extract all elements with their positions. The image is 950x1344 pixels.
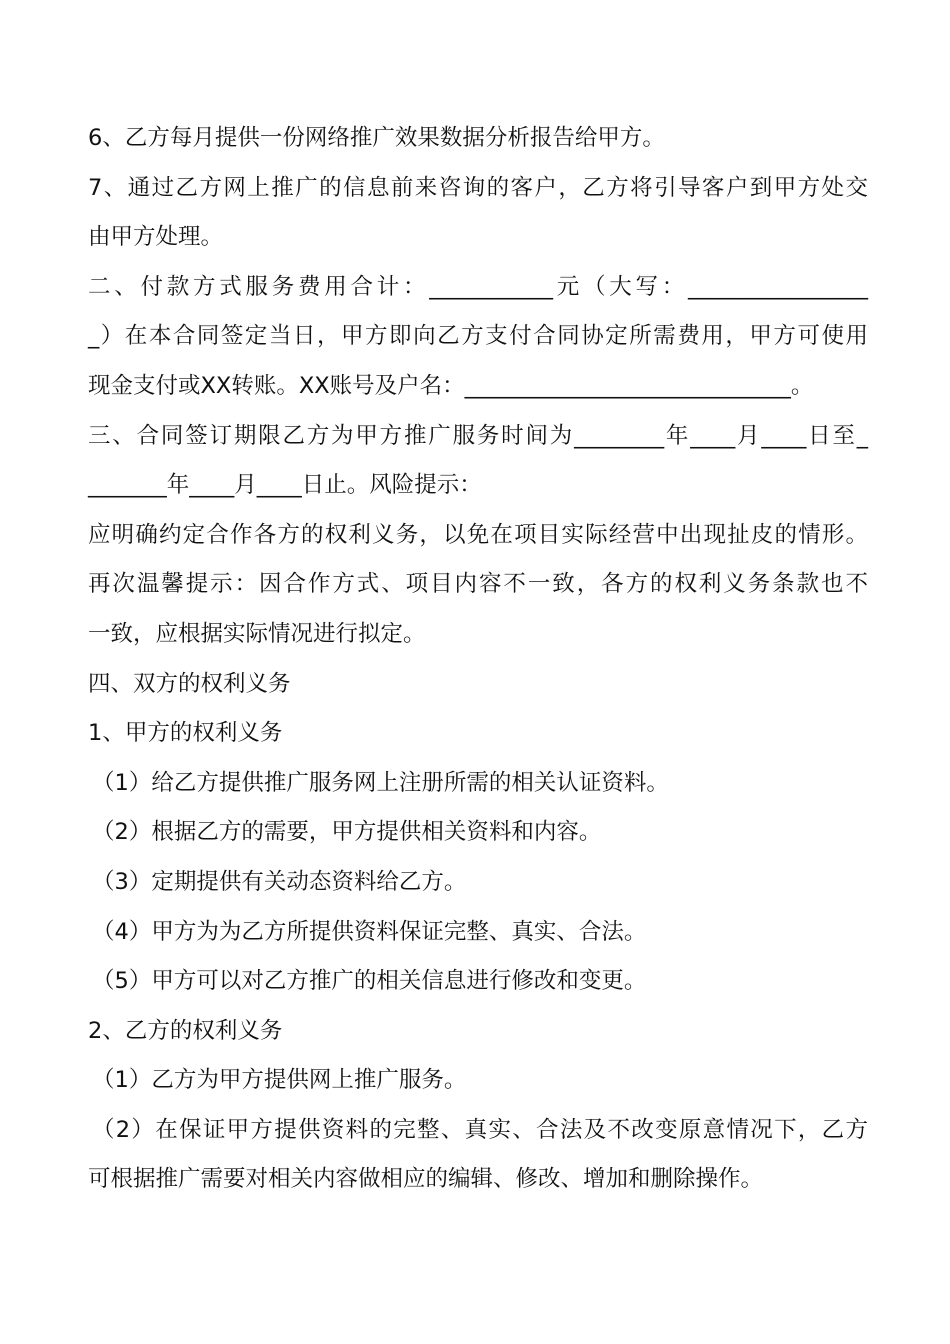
party-a-item-3: （3）定期提供有关动态资料给乙方。 (92, 868, 467, 895)
payment-account-line: 现金支付或XX转账。XX账号及户名：_____________________________。 (88, 372, 814, 399)
term-section-heading: 三、合同签订期限乙方为甲方推广服务时间为________年____月____日至_ (88, 422, 868, 449)
reminder-text: 再次温馨提示：因合作方式、项目内容不一致，各方的权利义务条款也不 (88, 571, 868, 598)
party-b-item-2-continued: 可根据推广需要对相关内容做相应的编辑、修改、增加和删除操作。 (88, 1166, 764, 1193)
party-a-rights-heading: 1、甲方的权利义务 (88, 720, 283, 747)
payment-terms: _）在本合同签定当日，甲方即向乙方支付合同协定所需费用，甲方可使用 (88, 323, 868, 350)
term-end-and-risk-note: _______年____月____日止。风险提示： (88, 472, 482, 499)
rights-section-heading: 四、双方的权利义务 (88, 670, 291, 697)
clause-item-6: 6、乙方每月提供一份网络推广效果数据分析报告给甲方。 (88, 125, 665, 151)
party-b-rights-heading: 2、乙方的权利义务 (88, 1017, 283, 1044)
party-b-item-1: （1）乙方为甲方提供网上推广服务。 (92, 1067, 467, 1094)
party-a-item-4: （4）甲方为为乙方所提供资料保证完整、真实、合法。 (92, 918, 647, 945)
clause-item-7: 7、通过乙方网上推广的信息前来咨询的客户，乙方将引导客户到甲方处交 (88, 174, 868, 201)
payment-section-heading: 二、付款方式服务费用合计：___________元（大写：________________ (88, 273, 868, 300)
party-a-item-1: （1）给乙方提供推广服务网上注册所需的相关认证资料。 (92, 769, 669, 796)
reminder-text-continued: 一致，应根据实际情况进行拟定。 (88, 620, 426, 647)
party-a-item-5: （5）甲方可以对乙方推广的相关信息进行修改和变更。 (92, 968, 647, 995)
risk-note-text: 应明确约定合作各方的权利义务，以免在项目实际经营中出现扯皮的情形。 (88, 521, 868, 548)
document-body (88, 114, 868, 1205)
party-a-item-2: （2）根据乙方的需要，甲方提供相关资料和内容。 (92, 819, 602, 846)
clause-item-7-continued: 由甲方处理。 (88, 224, 224, 251)
party-b-item-2: （2）在保证甲方提供资料的完整、真实、合法及不改变原意情况下，乙方 (92, 1116, 868, 1143)
